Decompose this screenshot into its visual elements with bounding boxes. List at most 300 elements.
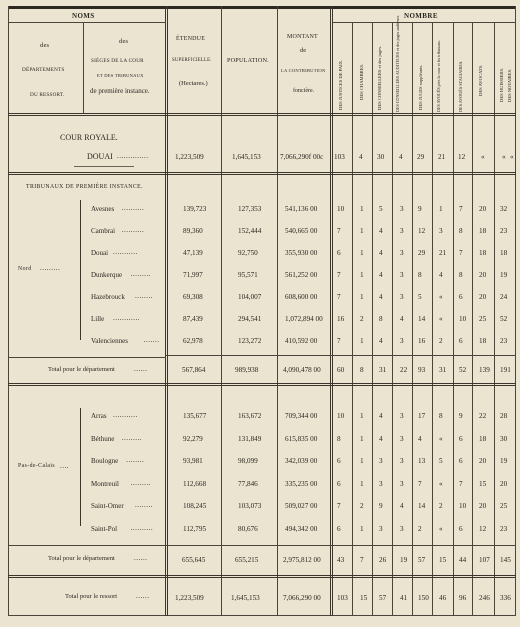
cour-royale-title: COUR ROYALE. — [60, 133, 118, 142]
nord-row-value: 10 — [337, 205, 345, 213]
nord-row-value: 5 — [379, 205, 383, 213]
header-fonciere: foncière. — [293, 88, 315, 94]
nord-total-etendue: 567,864 — [182, 366, 206, 374]
nord-row-value: 3 — [400, 271, 404, 279]
nord-row-value: 12 — [418, 227, 426, 235]
cour-val-9: « — [510, 153, 514, 161]
header-hectares: (Hectares.) — [179, 80, 208, 87]
pas-row-value: 4 — [418, 434, 422, 443]
pas-label: Pas-de-Calais — [18, 463, 56, 469]
nord-row-value: 4 — [439, 271, 443, 279]
nord-row-dots: .......... — [121, 226, 145, 234]
cour-val-2: 30 — [377, 153, 385, 161]
nord-row-value: 7 — [337, 337, 341, 345]
pas-row-value: 6 — [459, 434, 463, 443]
pas-row-value: 17 — [418, 412, 426, 420]
pas-row-value: 13 — [418, 457, 426, 465]
nord-row-value: 18 — [479, 249, 487, 257]
pas-row-value: 18 — [479, 434, 487, 443]
nord-row-etendue: 139,723 — [183, 205, 207, 213]
sep-c3 — [392, 22, 393, 616]
pas-row-name: Saint-Pol — [91, 524, 118, 533]
pas-row-value: 5 — [439, 457, 443, 465]
sep-population — [277, 6, 278, 616]
nord-row-etendue: 87,439 — [183, 315, 203, 323]
pas-row-name: Saint-Omer — [91, 502, 124, 510]
header-sieges: SIÉGES DE LA COUR — [91, 58, 144, 64]
pas-row-value: 8 — [439, 412, 443, 420]
nord-row-dots: ........... — [113, 248, 138, 256]
pas-row-value: 20 — [479, 457, 487, 465]
nord-row-value: 1 — [360, 205, 364, 213]
pas-row-etendue: 135,677 — [183, 412, 207, 420]
pas-dots: .... — [60, 462, 69, 470]
nord-row-value: 1 — [360, 227, 364, 235]
nord-row-value: 1 — [360, 271, 364, 279]
total-value: 26 — [379, 556, 387, 564]
nord-row-value: 7 — [459, 205, 463, 213]
pas-row-value: 3 — [400, 412, 404, 420]
sep-c2 — [372, 22, 373, 616]
pas-total-label: Total pour le département — [48, 555, 115, 562]
pas-row-value: 1 — [360, 479, 364, 488]
pas-row-value: 12 — [479, 524, 487, 533]
nord-row-value: 9 — [418, 205, 422, 213]
sep-c5 — [432, 22, 433, 616]
pas-row-value: 30 — [500, 434, 508, 443]
nord-row-value: 25 — [479, 315, 487, 323]
sep-c6 — [453, 22, 454, 616]
nord-row-etendue: 89,360 — [183, 227, 203, 235]
pas-row-montant: 494,342 00 — [285, 524, 318, 533]
header-sieges-des: des — [119, 38, 129, 45]
nord-row-value: 4 — [379, 337, 383, 345]
pas-row-value: 7 — [418, 479, 422, 488]
sep-montant — [330, 6, 333, 616]
pas-row-value: 7 — [337, 502, 341, 510]
pas-row-value: 6 — [337, 479, 341, 488]
right-border — [515, 6, 516, 616]
nord-total-dots: ...... — [134, 365, 148, 373]
header-ressort: DU RESSORT. — [30, 92, 65, 98]
nord-row-value: 6 — [337, 249, 341, 257]
pas-row-dots: ........... — [113, 411, 138, 419]
pas-row-etendue: 92,279 — [183, 434, 203, 443]
pas-row-etendue: 112,795 — [183, 524, 207, 533]
total-value: 31 — [439, 366, 447, 374]
header-population: POPULATION. — [227, 57, 269, 64]
pas-row-name: Montreuil — [91, 479, 119, 488]
pas-row-etendue: 112,668 — [183, 479, 207, 488]
nord-label: Nord — [18, 266, 32, 272]
pas-row-value: 3 — [400, 457, 404, 465]
pas-row-value: 19 — [500, 457, 508, 465]
pas-row-value: 2 — [360, 502, 364, 510]
nord-row-value: 3 — [400, 293, 404, 301]
left-border — [8, 6, 9, 616]
pas-row-value: 2 — [439, 502, 443, 510]
nord-row-value: 20 — [479, 205, 487, 213]
pas-row-value: 3 — [400, 479, 404, 488]
header-rot-avoues: DES AVOUÉS près la cour et les tribunaux. — [436, 39, 441, 112]
nord-row-value: 5 — [418, 293, 422, 301]
pas-row-value: 9 — [459, 412, 463, 420]
cour-val-3: 4 — [399, 153, 403, 161]
pas-row-population: 77,846 — [238, 479, 258, 488]
pas-row-dots: ......... — [121, 433, 143, 442]
nord-row-montant: 541,136 00 — [285, 205, 318, 213]
sep-subheader-nombre — [333, 22, 516, 23]
header-rot-suppleants: DES JUGES suppléants. — [418, 64, 423, 110]
nord-row-dots: ........ — [135, 292, 153, 300]
top-border — [8, 6, 516, 9]
bottom-border — [8, 615, 516, 616]
nord-row-value: 1 — [439, 205, 443, 213]
sep-pas-total-top — [8, 545, 516, 546]
pas-row-name: Arras — [91, 412, 107, 420]
total-value: 103 — [337, 594, 348, 602]
nord-row-value: 19 — [500, 271, 508, 279]
nord-row-population: 127,353 — [238, 205, 262, 213]
ressort-total-montant: 7,066,290 00 — [283, 594, 321, 602]
header-rot-auditeurs: DES CONSEILLERS AUDITEURS et des juges auditeurs. — [395, 14, 400, 112]
sep-etendue — [221, 6, 222, 616]
nord-row-value: 52 — [500, 315, 508, 323]
pas-row-value: 4 — [379, 434, 383, 443]
nord-row-etendue: 47,139 — [183, 249, 203, 257]
header-rot-huissiers: DES HUISSIERS. — [499, 67, 504, 102]
pas-row-dots: ......... — [130, 478, 151, 487]
nord-row-name: Valenciennes — [91, 337, 128, 345]
nord-row-value: 3 — [439, 227, 443, 235]
header-noms: NOMS — [72, 12, 95, 20]
nord-row-population: 92,750 — [238, 249, 258, 257]
pas-row-value: 3 — [379, 479, 383, 488]
total-value: 246 — [479, 594, 490, 602]
nord-row-value: 1 — [360, 337, 364, 345]
header-rot-justices: DES JUSTICES DE PAIX. — [338, 59, 343, 110]
sep-subheader-noms — [8, 22, 166, 23]
pas-row-montant: 342,039 00 — [285, 457, 318, 465]
cour-population: 1,645,153 — [232, 153, 261, 161]
nord-row-value: 32 — [500, 205, 508, 213]
sep-c7 — [472, 22, 473, 616]
nord-row-name: Lille — [91, 315, 105, 323]
nord-row-value: 23 — [500, 337, 508, 345]
pas-row-value: 6 — [459, 524, 463, 533]
pas-row-dots: .......... — [130, 523, 154, 532]
sep-noms — [165, 6, 168, 616]
nord-total-label: Total pour le département — [48, 366, 115, 373]
pas-row-etendue: 108,245 — [183, 502, 207, 510]
nord-row-value: 3 — [400, 205, 404, 213]
total-value: 96 — [459, 594, 467, 602]
pas-row-value: « — [439, 524, 443, 533]
nord-row-name: Hazebrouck — [91, 293, 125, 301]
pas-row-value: 10 — [337, 412, 345, 420]
pas-row-value: 25 — [500, 502, 508, 510]
sep-nord-total-bottom — [8, 383, 516, 386]
pas-row-value: 22 — [479, 412, 487, 420]
header-premiere-instance: de première instance. — [90, 87, 150, 95]
pas-row-value: 28 — [500, 412, 508, 420]
total-value: 93 — [418, 366, 426, 374]
nord-row-value: 2 — [439, 337, 443, 345]
header-departements-des: des — [40, 42, 50, 49]
nord-row-value: 4 — [379, 227, 383, 235]
header-montant-de: de — [300, 47, 307, 54]
nord-row-population: 123,272 — [238, 337, 262, 345]
total-value: 8 — [360, 366, 364, 374]
total-value: 15 — [439, 556, 447, 564]
header-tribunaux: ET DES TRIBUNAUX — [97, 73, 144, 78]
total-value: 336 — [500, 594, 511, 602]
nord-row-population: 95,571 — [238, 271, 258, 279]
pas-row-value: 1 — [360, 412, 364, 420]
nord-row-value: 4 — [400, 315, 404, 323]
ressort-total-population: 1,645,153 — [231, 594, 260, 602]
nord-row-value: 7 — [459, 249, 463, 257]
total-value: 107 — [479, 556, 490, 564]
nord-row-value: 23 — [500, 227, 508, 235]
nord-row-dots: .......... — [121, 204, 145, 212]
pas-row-value: 7 — [459, 479, 463, 488]
pas-row-value: 14 — [418, 502, 426, 510]
nord-row-montant: 355,930 00 — [285, 249, 318, 257]
total-value: 22 — [400, 366, 408, 374]
pas-row-population: 131,849 — [238, 434, 262, 443]
nord-row-value: 3 — [400, 249, 404, 257]
nord-row-value: 16 — [337, 315, 345, 323]
total-value: 52 — [459, 366, 467, 374]
sep-header-body — [8, 113, 516, 116]
total-value: 46 — [439, 594, 447, 602]
header-nombre: NOMBRE — [404, 12, 438, 20]
nord-row-value: 16 — [418, 337, 426, 345]
pas-row-value: « — [439, 479, 443, 488]
sep-nord-total-top-b — [8, 357, 166, 358]
nord-row-value: 18 — [479, 337, 487, 345]
nord-row-value: 1 — [360, 293, 364, 301]
cour-val-6: 12 — [458, 153, 466, 161]
cour-val-7: « — [481, 153, 485, 161]
cour-montant: 7,066,290f 00c — [280, 153, 324, 161]
nord-row-value: 6 — [459, 337, 463, 345]
nord-row-montant: 410,592 00 — [285, 337, 318, 345]
pas-row-value: 9 — [379, 502, 383, 510]
pas-row-value: 4 — [379, 412, 383, 420]
total-value: 145 — [500, 556, 511, 564]
cour-name: DOUAI — [87, 152, 113, 161]
sep-pas-total-bottom — [8, 575, 516, 578]
header-departements: DÉPARTEMENTS — [22, 67, 65, 73]
pas-row-value: 1 — [360, 457, 364, 465]
nord-row-etendue: 69,308 — [183, 293, 203, 301]
pas-row-value: 3 — [400, 524, 404, 533]
nord-row-name: Cambrai — [91, 227, 116, 235]
ressort-total-dots: ...... — [136, 592, 150, 600]
nord-row-montant: 1,072,894 00 — [285, 315, 323, 323]
nord-dots: ......... — [40, 264, 61, 272]
nord-row-value: 18 — [500, 249, 508, 257]
total-value: 57 — [418, 556, 426, 564]
nord-row-name: Douai — [91, 249, 109, 257]
nord-row-value: « — [439, 315, 443, 323]
total-value: 191 — [500, 366, 511, 374]
pas-row-value: 8 — [337, 434, 341, 443]
pas-total-dots: ...... — [134, 554, 148, 562]
nord-row-montant: 608,600 00 — [285, 293, 318, 301]
header-rot-chambres: DES CHAMBRES. — [359, 63, 364, 100]
total-value: 43 — [337, 556, 345, 564]
cour-val-5: 21 — [438, 153, 446, 161]
pas-row-value: 2 — [418, 524, 422, 533]
pas-row-name: Boulogne — [91, 457, 119, 465]
ressort-total-etendue: 1,223,509 — [175, 594, 204, 602]
pas-row-dots: ........ — [135, 501, 153, 509]
nord-row-value: 3 — [400, 227, 404, 235]
nord-row-population: 152,444 — [238, 227, 262, 235]
pas-total-montant: 2,975,812 00 — [283, 556, 321, 564]
nord-row-value: 29 — [418, 249, 426, 257]
nord-row-value: 8 — [459, 271, 463, 279]
cour-val-1: 4 — [359, 153, 363, 161]
sep-c8 — [494, 22, 495, 616]
total-value: 139 — [479, 366, 490, 374]
pas-row-value: 20 — [500, 479, 508, 488]
total-value: 15 — [360, 594, 368, 602]
nord-row-montant: 540,665 00 — [285, 227, 318, 235]
header-rot-avocats: DES AVOCATS. — [478, 64, 483, 96]
ressort-total-label: Total pour le ressort — [65, 593, 118, 600]
pas-row-dots: ........ — [126, 456, 145, 464]
pas-row-population: 98,099 — [238, 457, 258, 465]
total-value: 57 — [379, 594, 387, 602]
pas-row-value: 1 — [360, 524, 364, 533]
nord-row-value: 3 — [400, 337, 404, 345]
nord-row-value: 7 — [337, 293, 341, 301]
header-superficielle: SUPERFICIELLE. — [172, 58, 212, 63]
nord-row-value: 8 — [379, 315, 383, 323]
cour-val-4: 29 — [417, 153, 425, 161]
nord-row-name: Dunkerque — [91, 271, 123, 279]
pas-row-value: 6 — [337, 524, 341, 533]
pas-row-value: 23 — [500, 524, 508, 533]
sep-c1 — [352, 22, 353, 616]
nord-row-value: 21 — [439, 249, 447, 257]
cour-val-0: 103 — [334, 153, 345, 161]
nord-row-value: 20 — [479, 293, 487, 301]
pas-row-value: 3 — [379, 524, 383, 533]
pas-row-value: 15 — [479, 479, 487, 488]
header-contribution: LA CONTRIBUTION — [281, 68, 326, 73]
tribunaux-title: TRIBUNAUX DE PREMIÈRE INSTANCE. — [26, 184, 143, 190]
pas-row-value: « — [439, 434, 443, 443]
pas-row-value: 6 — [459, 457, 463, 465]
pas-row-montant: 615,835 00 — [285, 434, 318, 443]
header-rot-stagiaires: DES AVOUÉS STAGIAIRES. — [458, 60, 463, 112]
pas-brace — [80, 408, 81, 526]
total-value: 19 — [400, 556, 408, 564]
pas-row-value: 6 — [337, 457, 341, 465]
nord-row-dots: ............ — [113, 314, 140, 322]
pas-row-population: 80,676 — [238, 524, 258, 533]
nord-row-population: 294,541 — [238, 315, 262, 323]
total-value: 60 — [337, 366, 345, 374]
nord-row-value: 7 — [337, 271, 341, 279]
nord-row-value: « — [439, 293, 443, 301]
nord-row-value: 2 — [360, 315, 364, 323]
total-value: 31 — [379, 366, 387, 374]
nord-row-value: 14 — [418, 315, 426, 323]
total-value: 44 — [459, 556, 467, 564]
pas-row-montant: 509,027 00 — [285, 502, 318, 510]
nord-total-montant: 4,090,478 00 — [283, 366, 321, 374]
nord-row-montant: 561,252 00 — [285, 271, 318, 279]
cour-dots: .............. — [117, 152, 149, 160]
cour-underline — [74, 166, 134, 167]
header-rot-conseillers: DES CONSEILLERS et des juges. — [377, 45, 382, 110]
pas-row-value: 1 — [360, 434, 364, 443]
pas-row-population: 163,672 — [238, 412, 262, 420]
nord-row-value: 6 — [459, 293, 463, 301]
nord-row-etendue: 62,978 — [183, 337, 203, 345]
pas-total-population: 655,215 — [235, 556, 259, 564]
header-montant: MONTANT — [287, 34, 318, 40]
nord-row-value: 8 — [459, 227, 463, 235]
pas-row-montant: 335,235 00 — [285, 479, 318, 488]
total-value: 41 — [400, 594, 408, 602]
pas-row-name: Béthune — [91, 434, 115, 443]
pas-row-montant: 709,344 00 — [285, 412, 318, 420]
nord-row-value: 1 — [360, 249, 364, 257]
pas-row-value: 20 — [479, 502, 487, 510]
sep-c4 — [412, 22, 413, 616]
nord-row-value: 20 — [479, 271, 487, 279]
nord-brace — [80, 200, 81, 340]
header-etendue: ÉTENDUE — [176, 36, 206, 42]
sep-noms-inner — [83, 22, 84, 114]
pas-row-etendue: 93,981 — [183, 457, 203, 465]
pas-row-value: 3 — [379, 457, 383, 465]
nord-row-value: 4 — [379, 249, 383, 257]
nord-row-value: 4 — [379, 293, 383, 301]
nord-row-value: 10 — [459, 315, 467, 323]
sep-cour — [8, 172, 516, 175]
nord-row-name: Avesnes — [91, 205, 115, 213]
nord-row-value: 4 — [379, 271, 383, 279]
cour-val-8: « — [502, 153, 506, 161]
nord-row-value: 7 — [337, 227, 341, 235]
sep-nord-total-top — [166, 355, 516, 356]
nord-total-population: 989,938 — [235, 366, 259, 374]
total-value: 7 — [360, 556, 364, 564]
nord-row-dots: ....... — [143, 336, 160, 344]
pas-total-etendue: 655,645 — [182, 556, 206, 564]
nord-row-value: 18 — [479, 227, 487, 235]
nord-row-value: 8 — [418, 271, 422, 279]
total-value: 150 — [418, 594, 429, 602]
pas-row-value: 3 — [400, 434, 404, 443]
pas-row-population: 103,073 — [238, 502, 262, 510]
header-rot-notaires: DES NOTAIRES. — [507, 68, 512, 102]
nord-row-etendue: 71,997 — [183, 271, 203, 279]
nord-row-dots: ......... — [130, 270, 151, 278]
pas-row-value: 4 — [400, 502, 404, 510]
nord-row-population: 104,007 — [238, 293, 262, 301]
nord-row-value: 24 — [500, 293, 508, 301]
cour-etendue: 1,223,509 — [175, 153, 204, 161]
